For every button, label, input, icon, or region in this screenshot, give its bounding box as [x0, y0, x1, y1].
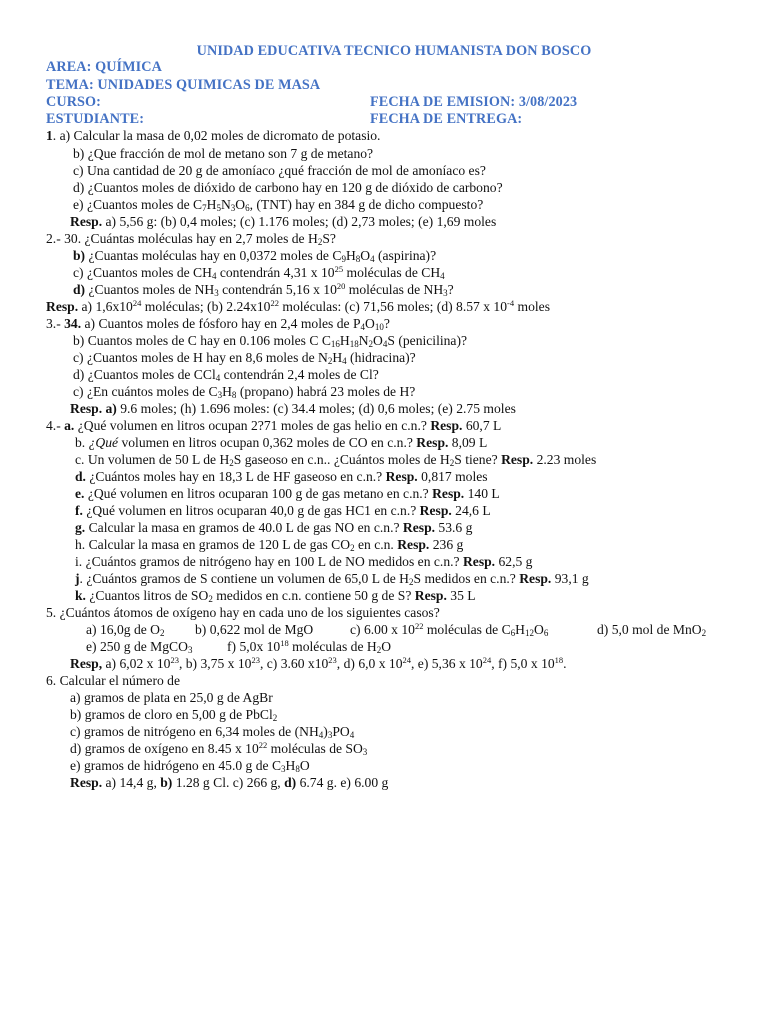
q4-d: d. ¿Cuántos moles hay en 18,3 L de HF gaseoso en c.n.? Resp. 0,817 moles — [75, 469, 488, 484]
q3-answers: Resp. a) 9.6 moles; (h) 1.696 moles: (c) 34.4 moles; (d) 0,6 moles; (e) 2.75 moles — [70, 401, 516, 416]
q4-e: e. ¿Qué volumen en litros ocuparan 100 g de gas metano en c.n.? Resp. 140 L — [75, 486, 500, 501]
q1-b: b) ¿Que fracción de mol de metano son 7 g de metano? — [73, 146, 374, 161]
q1-d: d) ¿Cuantos moles de dióxido de carbono hay en 120 g de dióxido de carbono? — [73, 180, 503, 195]
school-name: UNIDAD EDUCATIVA TECNICO HUMANISTA DON BOSCO — [196, 43, 592, 59]
course-label: CURSO: — [46, 94, 101, 110]
q6-answers: Resp. a) 14,4 g, b) 1.28 g Cl. c) 266 g, d) 6.74 g. e) 6.00 g — [70, 775, 389, 790]
q5-b: b) 0,622 mol de MgO — [195, 622, 314, 637]
q3-d: d) ¿Cuantos moles de CCl$_4$ contendrán 2,4 moles de Cl? — [73, 367, 379, 383]
q1-c: c) Una cantidad de 20 g de amoníaco ¿qué fracción de mol de amoníaco es? — [73, 163, 486, 178]
q3-b: b) Cuantos moles de C hay en 0.106 moles C $C_{16}H_{18}N_2O_4S$ (penicilina)? — [73, 333, 468, 349]
q6-a: a) gramos de plata en 25,0 g de AgBr — [70, 690, 273, 705]
q4-g: g. Calcular la masa en gramos de 40.0 L de gas NO en c.n.? Resp. 53.6 g — [75, 520, 473, 535]
issue-date: FECHA DE EMISION: 3/08/2023 — [370, 94, 578, 110]
q4-b: b. ¿Qué volumen en litros ocupan 0,362 moles de CO en c.n.? Resp. 8,09 L — [75, 435, 488, 450]
q4-a: 4.- a. ¿Qué volumen en litros ocupan 2?71 moles de gas helio en c.n.? Resp. 60,7 L — [46, 418, 502, 433]
q5-title: 5. ¿Cuántos átomos de oxígeno hay en cada uno de los siguientes casos? — [46, 605, 440, 620]
q1-a: 1. a) Calcular la masa de 0,02 moles de dicromato de potasio. — [46, 128, 381, 143]
q2-b: b) ¿Cuantas moléculas hay en 0,0372 moles de $C_9H_8O_4$ (aspirina)? — [73, 248, 437, 264]
q2-answers: Resp. a) $1,6x10^{24}$ moléculas; (b) $2.24x10^{22}$ moléculas: (c) 71,56 moles; (d) 8.57 x $10^{-4}$ moles — [46, 298, 550, 314]
q5-f: f) 5,0x $10^{18}$ moléculas de $H_2O$ — [227, 638, 392, 655]
q5-e: e) 250 g de MgCO$_3$ — [86, 639, 193, 655]
area-label: AREA: QUÍMICA — [46, 59, 162, 75]
topic-label: TEMA: UNIDADES QUIMICAS DE MASA — [46, 77, 321, 93]
q4-k: k. ¿Cuantos litros de $SO_2$ medidos en c.n. contiene 50 g de S? Resp. 35 L — [75, 588, 476, 604]
q4-j: j. ¿Cuántos gramos de S contiene un volumen de 65,0 L de $H_2S$ medidos en c.n.? Resp. 93,1 g — [75, 571, 589, 587]
q4-h: h. Calcular la masa en gramos de 120 L de gas $CO_2$ en c.n. Resp. 236 g — [75, 537, 464, 553]
q4-i: i. ¿Cuántos gramos de nitrógeno hay en 100 L de NO medidos en c.n.? Resp. 62,5 g — [75, 554, 533, 569]
q5-a: a) 16,0g de $O_2$ — [86, 622, 165, 638]
q3-c: c) ¿Cuantos moles de H hay en 8,6 moles de $N_2H_4$ (hidracina)? — [73, 350, 416, 366]
q3-a: 3.- 34. a) Cuantos moles de fósforo hay en 2,4 moles de $P_4O_{10}$? — [46, 316, 390, 332]
q6-d: d) gramos de oxígeno en 8.45 x $10^{22}$ moléculas de $SO_3$ — [70, 740, 368, 757]
due-date-label: FECHA DE ENTREGA: — [370, 111, 523, 127]
q2-a: 2.- 30. ¿Cuántas moléculas hay en 2,7 moles de $H_2S$? — [46, 231, 336, 247]
q2-c: c) ¿Cuantos moles de $CH_4$ contendrán 4,31 x $10^{25}$ moléculas de $CH_4$ — [73, 264, 445, 281]
q5-c: c) 6.00 x $10^{22}$ moléculas de $C_6H_{12}O_6$ — [350, 621, 549, 638]
q2-d: d) ¿Cuantos moles de $NH_3$ contendrán 5,16 x $10^{20}$ moléculas de $NH_3$? — [73, 281, 454, 298]
q1-e: e) ¿Cuantos moles de $C_7H_5N_3O_6$, (TNT) hay en 384 g de dicho compuesto? — [73, 197, 484, 213]
q6-title: 6. Calcular el número de — [46, 673, 180, 688]
q6-c: c) gramos de nitrógeno en 6,34 moles de $(NH_4)_3PO_4$ — [70, 724, 355, 740]
q5-d: d) 5,0 mol de MnO$_2$ — [597, 622, 707, 638]
student-label: ESTUDIANTE: — [46, 111, 145, 127]
q1-answers: Resp. a) 5,56 g: (b) 0,4 moles; (c) 1.176 moles; (d) 2,73 moles; (e) 1,69 moles — [70, 214, 497, 229]
q3-e: c) ¿En cuántos moles de $C_3H_8$ (propano) habrá 23 moles de H? — [73, 384, 416, 400]
q6-e: e) gramos de hidrógeno en 45.0 g de $C_3H_8O$ — [70, 758, 310, 774]
q4-f: f. ¿Qué volumen en litros ocuparan 40,0 g de gas HC1 en c.n.? Resp. 24,6 L — [75, 503, 491, 518]
q6-b: b) gramos de cloro en 5,00 g de PbCl$_2$ — [70, 707, 278, 723]
q5-answers: Resp, a) 6,02 x $10^{23}$, b) 3,75 x $10^{23}$, c) 3.60 $x10^{23}$, d) 6,0 x $10^{24}$, e) 5,36 x $10^{24}$, f) 5,0 x $10^{18}$. — [70, 655, 567, 671]
q4-c: c. Un volumen de 50 L de $H_2S$ gaseoso en c.n.. ¿Cuántos moles de $H_2S$ tiene? Resp. 2.23 moles — [75, 452, 597, 468]
